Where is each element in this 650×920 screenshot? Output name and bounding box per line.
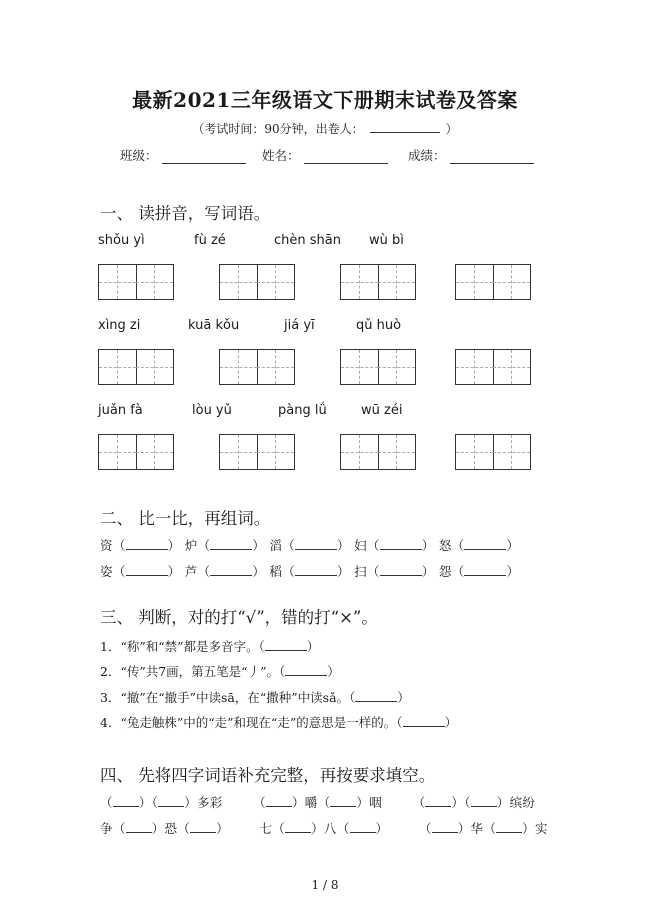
answer-blank[interactable] (158, 796, 184, 807)
pinyin: wū zéi (361, 403, 403, 418)
pinyin: lòu yǔ (192, 403, 232, 418)
idiom-char: 多彩 (197, 795, 223, 810)
score-label: 成绩： (408, 148, 446, 163)
answer-blank[interactable] (285, 822, 311, 833)
answer-blank[interactable] (425, 796, 451, 807)
answer-blank[interactable] (113, 796, 139, 807)
writing-grid[interactable] (340, 434, 416, 470)
answer-blank[interactable] (471, 796, 497, 807)
idiom-char: 实 (534, 821, 548, 836)
writing-grid[interactable] (98, 349, 174, 385)
pinyin: wù bì (369, 233, 404, 248)
idiom-char: 缤纷 (509, 795, 536, 810)
subtitle-prefix: （考试时间：90分钟，出卷人： (192, 122, 364, 136)
section4-heading: 四、 先将四字词语补充完整，再按要求填空。 (100, 766, 436, 785)
pinyin: qǔ huò (356, 318, 402, 333)
judge-text: 4．“兔走触株”中的“走”和现在“走”的意思是一样的。 (100, 715, 397, 730)
judge-text: 2．“传”共7画，第五笔是“丿”。 (100, 664, 279, 679)
subtitle-suffix: ） (445, 122, 458, 136)
idiom-char: 恐 (164, 821, 178, 836)
compare-char: 滔 (269, 538, 283, 553)
judge-item: 3．“撤”在“撤手”中读sā，在“撒种”中读sǎ。（ ） (100, 690, 410, 705)
answer-blank[interactable] (355, 691, 397, 702)
pinyin: juǎn fà (98, 403, 143, 418)
class-label: 班级： (120, 148, 158, 163)
idiom-char: 嚼 (304, 795, 318, 810)
idiom-row-2: 争（ ）恐（ ） 七（ ）八（ ） （ ）华（ ）实 (100, 821, 548, 836)
answer-blank[interactable] (350, 822, 376, 833)
section2-heading: 二、 比一比，再组词。 (100, 509, 271, 528)
answer-blank[interactable] (464, 565, 506, 576)
name-blank[interactable] (304, 151, 388, 164)
compare-char: 怒 (438, 538, 452, 553)
judge-item: 2．“传”共7画，第五笔是“丿”。（ ） (100, 664, 340, 679)
writing-grid[interactable] (219, 264, 295, 300)
compare-char: 妇 (354, 538, 367, 553)
writing-grid[interactable] (340, 349, 416, 385)
compare-char: 扫 (354, 564, 367, 579)
pinyin: chèn shān (274, 233, 341, 248)
answer-blank[interactable] (330, 796, 356, 807)
writing-grid[interactable] (219, 434, 295, 470)
answer-blank[interactable] (190, 822, 216, 833)
compare-char: 芦 (184, 564, 198, 579)
pinyin: kuā kǒu (188, 318, 240, 333)
answer-blank[interactable] (295, 539, 337, 550)
answer-blank[interactable] (380, 539, 422, 550)
pinyin: fù zé (194, 233, 226, 248)
class-blank[interactable] (162, 151, 246, 164)
idiom-char: 争 (100, 821, 113, 836)
score-blank[interactable] (450, 151, 534, 164)
idiom-char: 七 (259, 821, 273, 836)
answer-blank[interactable] (210, 565, 252, 576)
idiom-char: 八 (323, 821, 337, 836)
judge-text: 3．“撤”在“撤手”中读sā，在“撒种”中读sǎ。 (100, 690, 350, 705)
answer-blank[interactable] (265, 640, 307, 651)
compare-char: 怨 (438, 564, 452, 579)
class-field[interactable] (120, 146, 246, 164)
answer-blank[interactable] (126, 822, 152, 833)
compare-char: 姿 (100, 564, 113, 579)
answer-blank[interactable] (210, 539, 252, 550)
answer-blank[interactable] (464, 539, 506, 550)
answer-blank[interactable] (285, 665, 327, 676)
exam-subtitle (0, 120, 650, 137)
answer-blank[interactable] (496, 822, 522, 833)
author-blank[interactable] (370, 121, 440, 133)
pinyin: shǒu yì (98, 233, 145, 248)
answer-blank[interactable] (432, 822, 458, 833)
judge-text: 1．“称”和“禁”都是多音字。 (100, 639, 259, 654)
page-title: 最新2021三年级语文下册期末试卷及答案 (132, 88, 518, 112)
idiom-char: 咽 (369, 795, 383, 810)
answer-blank[interactable] (126, 539, 168, 550)
answer-blank[interactable] (403, 716, 445, 727)
page-number: 1 / 8 (311, 878, 339, 892)
answer-blank[interactable] (295, 565, 337, 576)
answer-blank[interactable] (126, 565, 168, 576)
judge-item: 4．“兔走触株”中的“走”和现在“走”的意思是一样的。（ ） (100, 715, 458, 730)
writing-grid[interactable] (98, 434, 174, 470)
answer-blank[interactable] (266, 796, 292, 807)
section1-heading: 一、 读拼音，写词语。 (100, 204, 271, 223)
name-field[interactable] (262, 146, 388, 164)
writing-grid[interactable] (455, 349, 531, 385)
compare-char: 资 (100, 538, 113, 553)
writing-grid[interactable] (455, 264, 531, 300)
writing-grid[interactable] (455, 434, 531, 470)
section3-heading: 三、 判断，对的打“√”，错的打“×”。 (100, 608, 378, 627)
idiom-row-1: （ ）（ ）多彩 （ ）嚼（ ）咽 （ ）（ ）缤纷 (100, 795, 536, 810)
idiom-char: 华 (470, 821, 484, 836)
score-field[interactable] (408, 146, 534, 164)
compare-char: 炉 (184, 538, 198, 553)
pinyin: pàng lǘ (278, 403, 327, 418)
judge-item: 1．“称”和“禁”都是多音字。（ ） (100, 639, 320, 654)
writing-grid[interactable] (98, 264, 174, 300)
compare-row-2: 姿（ ） 芦（ ） 稻（ ） 扫（ ） 怨（ ） (100, 564, 520, 579)
pinyin: jiá yī (284, 318, 315, 333)
writing-grid[interactable] (219, 349, 295, 385)
name-label: 姓名： (262, 148, 300, 163)
answer-blank[interactable] (380, 565, 422, 576)
compare-row-1: 资（ ） 炉（ ） 滔（ ） 妇（ ） 怒（ ） (100, 538, 520, 553)
writing-grid[interactable] (340, 264, 416, 300)
compare-char: 稻 (269, 564, 283, 579)
pinyin: xìng zi (98, 318, 141, 333)
